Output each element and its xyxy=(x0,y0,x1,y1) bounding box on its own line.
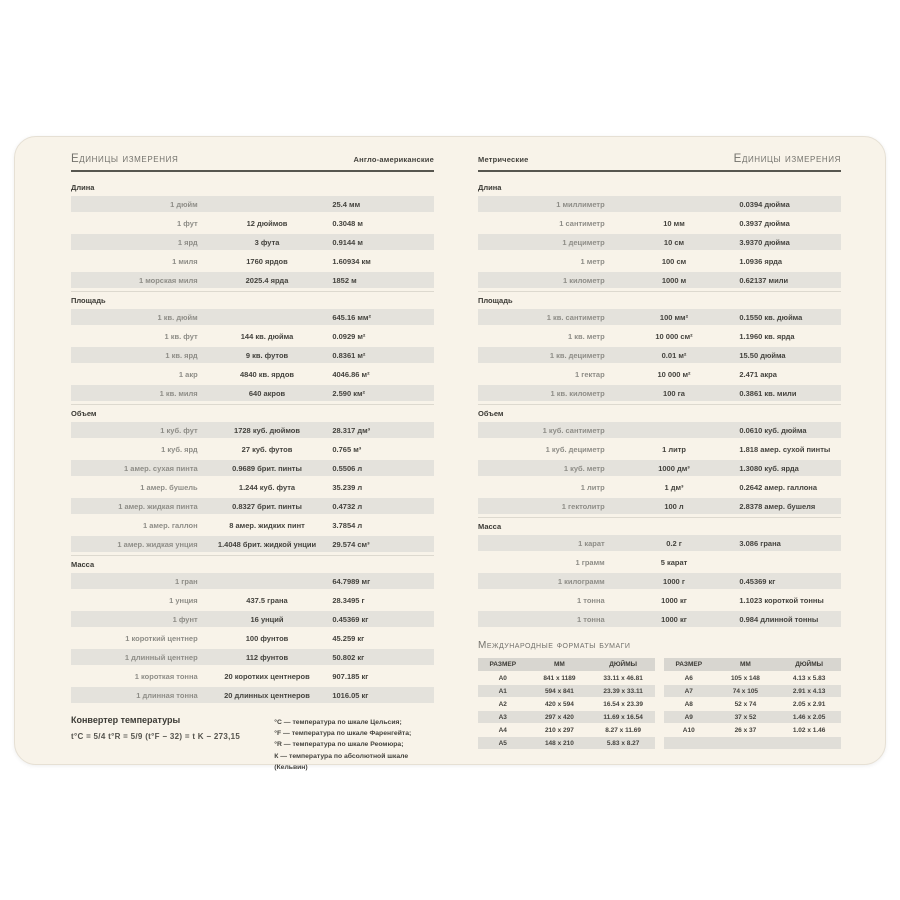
unit-section xyxy=(71,404,434,552)
unit-row xyxy=(478,347,841,363)
paper-mm: 420 x 594 xyxy=(544,700,574,708)
unit-equivalent: 144 кв. дюйма xyxy=(240,331,294,341)
unit-row xyxy=(71,573,434,589)
unit-value: 0.3937 дюйма xyxy=(739,218,790,228)
unit-equivalent: 1728 куб. дюймов xyxy=(234,425,300,435)
unit-row xyxy=(71,630,434,646)
unit-row xyxy=(478,535,841,551)
unit-section xyxy=(71,179,434,288)
converter-note: К — температура по абсолютной шкале (Кельвин) xyxy=(274,752,409,771)
unit-equivalent: 1000 дм³ xyxy=(658,463,690,473)
unit-equivalent: 27 куб. футов xyxy=(241,444,293,454)
temperature-converter xyxy=(71,715,434,773)
unit-row xyxy=(478,196,841,212)
unit-row xyxy=(478,328,841,344)
unit-value: 2.471 акра xyxy=(739,369,777,379)
unit-row xyxy=(478,366,841,382)
unit-equivalent: 10 мм xyxy=(663,218,685,228)
unit-value: 0.2642 амер. галлона xyxy=(739,482,818,492)
unit-value: 1016.05 кг xyxy=(332,690,369,700)
paper-mm: 148 x 210 xyxy=(544,739,574,747)
unit-value: 50.802 кг xyxy=(332,652,365,662)
unit-row xyxy=(71,498,434,514)
unit-value: 0.0610 куб. дюйма xyxy=(739,425,807,435)
paper-row xyxy=(478,685,655,697)
unit-name: 1 куб. метр xyxy=(563,463,605,473)
paper-size: A6 xyxy=(684,674,693,682)
unit-value: 4046.86 м² xyxy=(332,369,370,379)
paper-row xyxy=(664,698,841,710)
unit-value: 1.1023 короткой тонны xyxy=(739,595,824,605)
unit-row xyxy=(71,422,434,438)
unit-name: 1 кв. фут xyxy=(164,331,198,341)
paper-inches: 11.69 x 16.54 xyxy=(603,713,643,721)
unit-name: 1 амер. галлон xyxy=(142,520,198,530)
unit-name: 1 кв. дюйм xyxy=(157,312,198,322)
unit-name: 1 карат xyxy=(578,538,605,548)
unit-name: 1 унция xyxy=(169,595,198,605)
unit-equivalent: 20 коротких центнеров xyxy=(224,671,310,681)
converter-notes xyxy=(274,715,434,773)
unit-value: 1.0936 ярда xyxy=(739,256,783,266)
paper-table-header xyxy=(664,658,841,671)
unit-name: 1 куб. дециметр xyxy=(545,444,605,454)
unit-value: 645.16 мм² xyxy=(332,312,371,322)
unit-equivalent: 8 амер. жидких пинт xyxy=(229,520,305,530)
unit-equivalent: 0.01 м² xyxy=(661,350,687,360)
unit-equivalent: 112 фунтов xyxy=(245,652,289,662)
unit-value: 0.9144 м xyxy=(332,237,363,247)
page-spread xyxy=(14,136,886,771)
unit-name: 1 кв. метр xyxy=(568,331,605,341)
unit-name: 1 амер. бушель xyxy=(140,482,198,492)
paper-size: A8 xyxy=(684,700,693,708)
paper-column-header: ММ xyxy=(739,661,751,668)
paper-inches: 1.46 x 2.05 xyxy=(792,713,826,721)
unit-section xyxy=(478,291,841,401)
right-page xyxy=(478,153,841,764)
paper-size: A10 xyxy=(682,726,695,734)
unit-row xyxy=(71,385,434,401)
unit-equivalent: 10 000 см² xyxy=(655,331,693,341)
paper-row xyxy=(478,711,655,723)
unit-equivalent: 640 акров xyxy=(248,388,286,398)
unit-value: 28.317 дм³ xyxy=(332,425,371,435)
paper-column-header: ДЮЙМЫ xyxy=(609,661,638,668)
unit-equivalent: 2025.4 ярда xyxy=(245,275,289,285)
unit-name: 1 метр xyxy=(580,256,605,266)
unit-row xyxy=(478,272,841,288)
paper-mm: 74 x 105 xyxy=(732,687,759,695)
paper-inches: 1.02 x 1.46 xyxy=(792,726,826,734)
unit-name: 1 морская миля xyxy=(138,275,198,285)
unit-section xyxy=(71,555,434,703)
paper-formats-title: Международные форматы бумаги xyxy=(478,640,631,651)
unit-equivalent: 1000 г xyxy=(663,576,685,586)
unit-equivalent: 1000 кг xyxy=(661,595,687,605)
unit-name: 1 амер. жидкая унция xyxy=(117,539,198,549)
unit-name: 1 куб. сантиметр xyxy=(542,425,605,435)
unit-row xyxy=(71,668,434,684)
paper-size: A1 xyxy=(498,687,507,695)
unit-equivalent: 100 га xyxy=(663,388,685,398)
unit-name: 1 короткая тонна xyxy=(134,671,198,681)
unit-value: 0.0394 дюйма xyxy=(739,199,790,209)
unit-value: 0.765 м³ xyxy=(332,444,362,454)
paper-size: A4 xyxy=(498,726,507,734)
unit-row xyxy=(478,479,841,495)
unit-row xyxy=(478,498,841,514)
unit-equivalent: 10 см xyxy=(663,237,685,247)
unit-value: 45.259 кг xyxy=(332,633,365,643)
paper-mm: 210 x 297 xyxy=(544,726,574,734)
unit-value: 1.1960 кв. ярда xyxy=(739,331,795,341)
unit-value: 3.086 грана xyxy=(739,538,781,548)
paper-mm: 594 x 841 xyxy=(544,687,574,695)
unit-row xyxy=(478,441,841,457)
paper-size: A5 xyxy=(498,739,507,747)
unit-value: 1.60934 км xyxy=(332,256,371,266)
converter-note: °R — температура по шкале Реомюра; xyxy=(274,741,404,749)
unit-value: 1852 м xyxy=(332,275,357,285)
paper-size: A3 xyxy=(498,713,507,721)
unit-name: 1 гектолитр xyxy=(561,501,605,511)
unit-row xyxy=(71,536,434,552)
unit-equivalent: 0.9689 брит. пинты xyxy=(232,463,302,473)
unit-value: 0.1550 кв. дюйма xyxy=(739,312,803,322)
unit-name: 1 длинная тонна xyxy=(136,690,198,700)
paper-row xyxy=(478,724,655,736)
unit-name: 1 длинный центнер xyxy=(124,652,198,662)
paper-inches: 33.11 x 46.81 xyxy=(603,674,643,682)
unit-name: 1 фут xyxy=(177,218,198,228)
unit-row xyxy=(71,592,434,608)
unit-equivalent: 16 унций xyxy=(250,614,284,624)
unit-equivalent: 1.4048 брит. жидкой унции xyxy=(217,539,317,549)
paper-column-header: ДЮЙМЫ xyxy=(795,661,824,668)
unit-name: 1 кв. километр xyxy=(550,388,605,398)
page-subtitle: Англо-американские xyxy=(353,155,434,164)
left-page xyxy=(71,153,434,771)
unit-equivalent: 1000 кг xyxy=(661,614,687,624)
paper-format-table xyxy=(664,658,841,750)
paper-inches: 8.27 x 11.69 xyxy=(605,726,642,734)
unit-row xyxy=(71,272,434,288)
unit-name: 1 ярд xyxy=(177,237,198,247)
right-page-header xyxy=(478,153,841,172)
paper-row xyxy=(664,737,841,749)
unit-equivalent: 100 л xyxy=(664,501,684,511)
unit-value: 0.8361 м² xyxy=(332,350,366,360)
page-subtitle: Метрические xyxy=(478,155,529,164)
unit-value: 28.3495 г xyxy=(332,595,365,605)
unit-value: 1.818 амер. сухой пинты xyxy=(739,444,831,454)
unit-name: 1 дециметр xyxy=(562,237,605,247)
unit-equivalent: 1 литр xyxy=(662,444,686,454)
converter-formula-block xyxy=(71,715,274,773)
unit-value: 64.7989 мг xyxy=(332,576,371,586)
unit-value: 0.62137 мили xyxy=(739,275,789,285)
unit-name: 1 килограмм xyxy=(557,576,605,586)
unit-value: 3.9370 дюйма xyxy=(739,237,790,247)
unit-row xyxy=(478,460,841,476)
unit-row xyxy=(478,309,841,325)
left-unit-tables xyxy=(71,179,434,706)
unit-equivalent: 100 фунтов xyxy=(245,633,289,643)
paper-mm: 26 x 37 xyxy=(734,726,757,734)
page-title: Единицы измерения xyxy=(733,153,841,165)
unit-row xyxy=(71,366,434,382)
unit-row xyxy=(478,611,841,627)
unit-name: 1 амер. жидкая пинта xyxy=(118,501,198,511)
unit-row xyxy=(71,460,434,476)
unit-section xyxy=(71,291,434,401)
unit-row xyxy=(71,687,434,703)
unit-row xyxy=(71,517,434,533)
paper-row xyxy=(478,737,655,749)
unit-equivalent: 1.244 куб. фута xyxy=(238,482,296,492)
unit-value: 3.7854 л xyxy=(332,520,363,530)
paper-formats-tables xyxy=(478,658,841,750)
unit-value: 0.984 длинной тонны xyxy=(739,614,819,624)
unit-name: 1 литр xyxy=(580,482,605,492)
section-title: Масса xyxy=(71,560,95,569)
unit-row xyxy=(71,309,434,325)
unit-row xyxy=(71,649,434,665)
section-title: Масса xyxy=(478,522,502,531)
unit-row xyxy=(71,611,434,627)
paper-mm: 37 x 52 xyxy=(734,713,757,721)
paper-column-header: РАЗМЕР xyxy=(489,661,517,668)
unit-row xyxy=(478,592,841,608)
section-title: Объем xyxy=(478,409,504,418)
unit-name: 1 миллиметр xyxy=(556,199,605,209)
left-page-header xyxy=(71,153,434,172)
unit-value: 0.3861 кв. мили xyxy=(739,388,797,398)
unit-equivalent: 100 мм² xyxy=(659,312,689,322)
unit-equivalent: 12 дюймов xyxy=(246,218,288,228)
paper-inches: 4.13 x 5.83 xyxy=(792,674,826,682)
unit-name: 1 дюйм xyxy=(170,199,198,209)
unit-name: 1 фунт xyxy=(172,614,198,624)
unit-name: 1 километр xyxy=(563,275,605,285)
unit-name: 1 короткий центнер xyxy=(125,633,198,643)
unit-name: 1 тонна xyxy=(577,595,605,605)
unit-name: 1 куб. фут xyxy=(160,425,198,435)
unit-equivalent: 1000 м xyxy=(661,275,687,285)
paper-column-header: ММ xyxy=(553,661,565,668)
paper-mm: 105 x 148 xyxy=(730,674,760,682)
paper-row xyxy=(664,711,841,723)
unit-name: 1 кв. сантиметр xyxy=(546,312,605,322)
paper-row xyxy=(664,685,841,697)
unit-name: 1 кв. миля xyxy=(159,388,198,398)
unit-name: 1 тонна xyxy=(577,614,605,624)
unit-value: 35.239 л xyxy=(332,482,363,492)
paper-inches: 2.05 x 2.91 xyxy=(792,700,826,708)
unit-section xyxy=(478,179,841,288)
page-title: Единицы измерения xyxy=(71,153,179,165)
unit-row xyxy=(71,215,434,231)
paper-row xyxy=(478,698,655,710)
unit-name: 1 гран xyxy=(175,576,198,586)
paper-column-header: РАЗМЕР xyxy=(675,661,703,668)
unit-equivalent: 20 длинных центнеров xyxy=(224,690,310,700)
unit-value: 25.4 мм xyxy=(332,199,361,209)
unit-name: 1 грамм xyxy=(575,557,605,567)
paper-inches: 16.54 x 23.39 xyxy=(603,700,643,708)
unit-row xyxy=(478,215,841,231)
unit-row xyxy=(71,234,434,250)
unit-equivalent: 100 см xyxy=(661,256,687,266)
unit-equivalent: 0.2 г xyxy=(666,538,682,548)
unit-name: 1 кв. дециметр xyxy=(549,350,605,360)
unit-row xyxy=(71,196,434,212)
unit-name: 1 кв. ярд xyxy=(165,350,198,360)
paper-row xyxy=(664,724,841,736)
paper-formats-section xyxy=(478,640,841,750)
section-title: Площадь xyxy=(478,296,513,305)
converter-title: Конвертер температуры xyxy=(71,715,181,725)
unit-name: 1 акр xyxy=(178,369,198,379)
unit-value: 0.4732 л xyxy=(332,501,363,511)
unit-row xyxy=(478,422,841,438)
unit-equivalent: 10 000 м² xyxy=(657,369,691,379)
section-title: Площадь xyxy=(71,296,106,305)
unit-row xyxy=(71,441,434,457)
paper-mm: 841 x 1189 xyxy=(543,674,576,682)
unit-name: 1 амер. сухая пинта xyxy=(124,463,198,473)
paper-inches: 5.83 x 8.27 xyxy=(606,739,640,747)
paper-size: A9 xyxy=(684,713,693,721)
unit-name: 1 гектар xyxy=(574,369,605,379)
unit-value: 29.574 см³ xyxy=(332,539,370,549)
paper-row xyxy=(664,672,841,684)
unit-equivalent: 1760 ярдов xyxy=(246,256,288,266)
unit-value: 907.185 кг xyxy=(332,671,369,681)
unit-value: 15.50 дюйма xyxy=(739,350,786,360)
paper-mm: 297 x 420 xyxy=(544,713,574,721)
unit-section xyxy=(478,404,841,514)
unit-section xyxy=(478,517,841,627)
paper-size: A7 xyxy=(684,687,693,695)
paper-size: A0 xyxy=(498,674,507,682)
unit-equivalent: 0.8327 брит. пинты xyxy=(232,501,302,511)
unit-name: 1 миля xyxy=(172,256,198,266)
paper-inches: 23.39 x 33.11 xyxy=(603,687,643,695)
converter-formula: t°C = 5/4 t°R = 5/9 (t°F − 32) = t K − 273,15 xyxy=(71,732,241,741)
unit-row xyxy=(71,328,434,344)
unit-row xyxy=(478,385,841,401)
unit-equivalent: 5 карат xyxy=(660,557,688,567)
unit-value: 0.3048 м xyxy=(332,218,363,228)
paper-format-table xyxy=(478,658,655,750)
section-title: Объем xyxy=(71,409,97,418)
unit-row xyxy=(71,253,434,269)
unit-equivalent: 437.5 грана xyxy=(246,595,288,605)
unit-value: 0.5506 л xyxy=(332,463,363,473)
paper-table-header xyxy=(478,658,655,671)
converter-note: °F — температура по шкале Фаренгейта; xyxy=(274,730,412,738)
paper-inches: 2.91 x 4.13 xyxy=(792,687,826,695)
unit-equivalent: 9 кв. футов xyxy=(245,350,289,360)
unit-row xyxy=(478,573,841,589)
unit-row xyxy=(478,554,841,570)
paper-mm: 52 x 74 xyxy=(734,700,757,708)
unit-equivalent: 4840 кв. ярдов xyxy=(239,369,295,379)
unit-value: 0.45369 кг xyxy=(332,614,369,624)
section-title: Длина xyxy=(478,183,502,192)
unit-equivalent: 3 фута xyxy=(254,237,280,247)
unit-value: 0.45369 кг xyxy=(739,576,776,586)
unit-value: 2.8378 амер. бушеля xyxy=(739,501,816,511)
right-unit-tables xyxy=(478,179,841,630)
unit-name: 1 куб. ярд xyxy=(161,444,198,454)
paper-size: A2 xyxy=(498,700,507,708)
section-title: Длина xyxy=(71,183,95,192)
unit-value: 1.3080 куб. ярда xyxy=(739,463,799,473)
unit-row xyxy=(71,479,434,495)
converter-note: °C — температура по шкале Цельсия; xyxy=(274,719,402,726)
unit-row xyxy=(71,347,434,363)
unit-equivalent: 1 дм³ xyxy=(664,482,684,492)
unit-value: 2.590 км² xyxy=(332,388,365,398)
unit-row xyxy=(478,253,841,269)
unit-row xyxy=(478,234,841,250)
paper-row xyxy=(478,672,655,684)
unit-value: 0.0929 м² xyxy=(332,331,366,341)
unit-name: 1 сантиметр xyxy=(559,218,605,228)
